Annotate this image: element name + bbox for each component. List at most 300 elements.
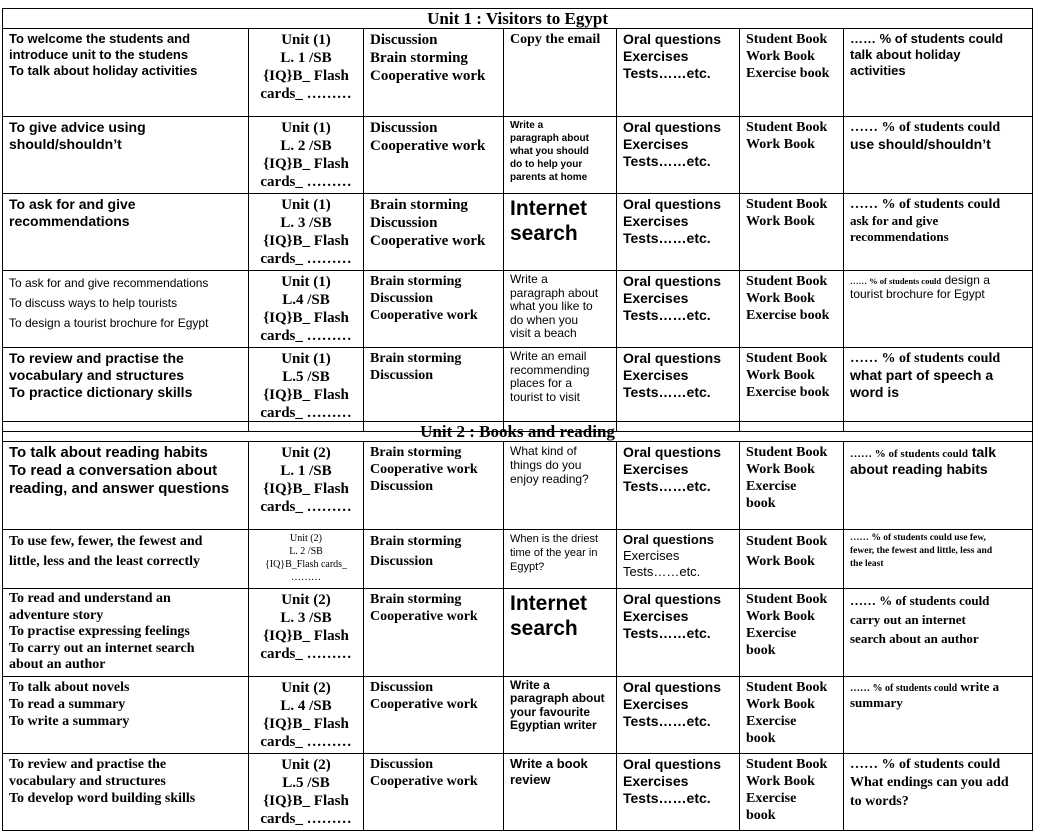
activity-line: Write a book <box>510 755 588 771</box>
evaluation-cell <box>617 271 740 348</box>
strategy-line: Cooperative work <box>370 773 478 789</box>
outcome-line: …… % of students could <box>850 31 1004 46</box>
objectives-cell <box>3 442 249 530</box>
table-row <box>3 442 1033 530</box>
resource-line: Work Book <box>746 214 815 229</box>
lesson-line: {IQ}B_ Flash <box>263 792 349 809</box>
activity-line: What kind of <box>510 444 577 458</box>
strategy-line: Cooperative work <box>370 696 478 712</box>
resource-line: Exercise book <box>746 308 830 323</box>
evaluation-line: Oral questions <box>623 678 722 695</box>
evaluation-cell <box>617 676 740 753</box>
strategies-cell <box>364 194 504 271</box>
lesson-line: L. 3 /SB <box>280 215 332 231</box>
activity-line: Egyptian writer <box>510 718 597 732</box>
strategy-line: Discussion <box>370 554 434 569</box>
resource-line: Exercise <box>746 790 797 806</box>
activities-cell <box>504 530 617 589</box>
resource-line: Work Book <box>746 696 815 712</box>
unit1-title: Unit 1 : Visitors to Egypt <box>3 9 1033 29</box>
lesson-line: Unit (1) <box>281 351 331 367</box>
lesson-cell <box>249 753 364 830</box>
resource-line: Student Book <box>746 445 828 460</box>
activity-line: tourist to visit <box>510 389 581 404</box>
activity-line: search <box>510 617 578 640</box>
outcome-cell <box>844 676 1033 753</box>
outcome-cell <box>844 117 1033 194</box>
resource-line: Student Book <box>746 351 828 366</box>
resources-cell <box>740 530 844 589</box>
lesson-line: cards_ ……… <box>260 86 352 102</box>
strategy-line: Cooperative work <box>370 609 478 624</box>
resource-line: Work Book <box>746 773 815 789</box>
lesson-line: {IQ}B_ Flash <box>263 628 349 644</box>
activity-line: Write a <box>510 677 550 692</box>
objective-line: should/shouldn’t <box>9 136 122 152</box>
objective-line: To read a conversation about <box>9 462 218 479</box>
strategy-line: Brain storming <box>370 445 462 460</box>
lesson-line: L.4 /SB <box>282 292 330 308</box>
outcome-line: carry out an internet <box>850 612 966 627</box>
activity-line: Internet <box>510 592 588 615</box>
strategies-cell <box>364 271 504 348</box>
objective-line: adventure story <box>9 607 104 623</box>
strategy-line: Discussion <box>370 120 438 136</box>
objective-line: To read and understand an <box>9 591 171 606</box>
evaluation-line: Oral questions <box>623 532 715 547</box>
outcome-cell <box>844 271 1033 348</box>
strategy-line: Cooperative work <box>370 308 478 323</box>
resource-line: Student Book <box>746 274 828 289</box>
strategy-line: Brain storming <box>370 274 462 289</box>
evaluation-line: Tests……etc. <box>623 230 711 246</box>
activity-line: Egypt? <box>510 561 545 573</box>
lesson-line: Unit (2) <box>281 445 331 461</box>
activities-cell <box>504 442 617 530</box>
lesson-cell <box>249 530 364 589</box>
objectives-cell <box>3 194 249 271</box>
objective-line: To ask for and give recommendations <box>9 276 209 290</box>
objective-line: To review and practise the <box>9 350 184 366</box>
resource-line: Work Book <box>746 609 815 624</box>
lesson-line: cards_ ……… <box>260 251 352 267</box>
resource-line: Work Book <box>746 368 815 383</box>
strategy-line: Brain storming <box>370 534 462 549</box>
resources-cell <box>740 271 844 348</box>
resources-cell <box>740 194 844 271</box>
resource-line: Student Book <box>746 197 828 212</box>
lesson-line: {IQ}B_ Flash <box>263 715 349 732</box>
resource-line: Work Book <box>746 49 815 64</box>
objectives-cell <box>3 117 249 194</box>
resources-cell <box>740 676 844 753</box>
lesson-line: L. 1 /SB <box>280 50 332 66</box>
outcome-line: …… % of students could <box>850 120 1001 135</box>
activities-cell <box>504 589 617 677</box>
activity-line: do to help your <box>510 159 583 170</box>
objective-line: introduce unit to the studens <box>9 47 189 62</box>
objective-line: reading, and answer questions <box>9 480 230 497</box>
activity-line: Copy the email <box>510 32 601 47</box>
outcome-line <box>850 444 1026 461</box>
outcome-line: …… % of students could <box>850 197 1001 212</box>
objective-line: To write a summary <box>9 713 130 729</box>
outcome-line: activities <box>850 63 906 78</box>
evaluation-line: Exercises <box>623 136 689 152</box>
evaluation-line: Tests……etc. <box>623 712 711 729</box>
strategies-cell <box>364 117 504 194</box>
strategies-cell <box>364 676 504 753</box>
lesson-line: cards_ ……… <box>260 646 352 662</box>
objective-line: vocabulary and structures <box>9 367 185 383</box>
lesson-line: {IQ}B_Flash cards_ <box>264 559 348 570</box>
activity-line: Write a <box>510 272 548 286</box>
lesson-line: Unit (1) <box>281 197 331 213</box>
outcome-line: talk about holiday <box>850 47 961 62</box>
table-row <box>3 271 1033 348</box>
objectives-cell <box>3 348 249 432</box>
evaluation-cell <box>617 194 740 271</box>
objectives-cell <box>3 753 249 830</box>
activity-line: Internet <box>510 197 588 220</box>
evaluation-line: Oral questions <box>623 350 722 366</box>
objective-line: To discuss ways to help tourists <box>9 296 178 310</box>
objective-line: To welcome the students and <box>9 31 191 46</box>
objective-line: To develop word building skills <box>9 790 196 806</box>
activity-line: recommending <box>510 362 590 377</box>
evaluation-line: Tests……etc. <box>623 65 711 81</box>
evaluation-line: Oral questions <box>623 755 722 772</box>
resource-line: book <box>746 496 776 511</box>
evaluation-cell <box>617 348 740 432</box>
activity-line: Write a <box>510 120 544 131</box>
activity-line: search <box>510 222 578 245</box>
objectives-cell <box>3 271 249 348</box>
resource-line: Work Book <box>746 137 815 152</box>
evaluation-line: Exercises <box>623 548 680 563</box>
outcome-line: search about an author <box>850 631 979 646</box>
outcome-cell <box>844 589 1033 677</box>
strategy-line: Discussion <box>370 479 434 494</box>
table-row <box>3 676 1033 753</box>
outcome-cell <box>844 530 1033 589</box>
evaluation-line: Exercises <box>623 367 689 383</box>
lesson-line: Unit (1) <box>281 274 331 290</box>
evaluation-line: Tests……etc. <box>623 564 701 579</box>
evaluation-line: Oral questions <box>623 444 722 460</box>
evaluation-line: Oral questions <box>623 31 722 47</box>
outcome-rest: design a <box>944 273 990 287</box>
outcome-line: fewer, the fewest and little, less and <box>850 546 993 556</box>
strategies-cell <box>364 530 504 589</box>
outcome-cell <box>844 442 1033 530</box>
evaluation-line: Exercises <box>623 290 689 306</box>
strategy-line: Brain storming <box>370 351 462 366</box>
lesson-line: ……… <box>291 572 321 583</box>
objectives-cell <box>3 589 249 677</box>
activities-cell <box>504 348 617 432</box>
objective-line: To give advice using <box>9 119 146 135</box>
lesson-line: Unit (2) <box>281 679 331 696</box>
activity-line: do when you <box>510 312 579 327</box>
lesson-line: cards_ ……… <box>260 328 352 344</box>
objective-line: To practice dictionary skills <box>9 384 193 400</box>
objectives-cell <box>3 29 249 117</box>
evaluation-line: Exercises <box>623 48 689 64</box>
strategy-line: Cooperative work <box>370 138 486 154</box>
activity-line: Write an email <box>510 349 587 363</box>
resource-line: book <box>746 730 776 746</box>
outcome-line: tourist brochure for Egypt <box>850 287 985 301</box>
objective-line: To design a tourist brochure for Egypt <box>9 316 209 330</box>
evaluation-line: Exercises <box>623 608 689 624</box>
activities-cell <box>504 271 617 348</box>
unit2-header-row <box>3 422 1033 442</box>
outcome-line: …… % of students could <box>850 593 990 608</box>
outcome-line: …… % of students could <box>850 756 1001 772</box>
evaluation-cell <box>617 530 740 589</box>
objective-line: To read a summary <box>9 696 126 712</box>
lesson-line: L. 2 /SB <box>280 138 332 154</box>
resource-line: Student Book <box>746 32 828 47</box>
outcome-line: ask for and give <box>850 213 939 228</box>
resource-line: Exercise <box>746 479 797 494</box>
evaluation-line: Tests……etc. <box>623 625 711 641</box>
lesson-line: {IQ}B_ Flash <box>263 68 349 84</box>
objectives-cell <box>3 676 249 753</box>
activity-line: review <box>510 771 551 787</box>
resource-line: Work Book <box>746 554 815 569</box>
outcome-cell <box>844 29 1033 117</box>
strategies-cell <box>364 753 504 830</box>
lesson-line: Unit (2) <box>290 533 322 544</box>
outcome-cell <box>844 348 1033 432</box>
lesson-line: Unit (2) <box>281 592 331 608</box>
strategies-cell <box>364 442 504 530</box>
activity-line: your favourite <box>510 704 591 719</box>
resource-line: Exercise <box>746 713 797 729</box>
activity-line: paragraph about <box>510 133 589 144</box>
table-row <box>3 753 1033 830</box>
table-row <box>3 117 1033 194</box>
strategy-line: Discussion <box>370 756 434 772</box>
strategy-line: Discussion <box>370 32 438 48</box>
resource-line: book <box>746 807 776 823</box>
objective-line: To carry out an internet search <box>9 640 195 656</box>
activity-line: enjoy reading? <box>510 472 589 486</box>
lesson-line: {IQ}B_ Flash <box>263 310 349 326</box>
evaluation-line: Tests……etc. <box>623 478 711 494</box>
resources-cell <box>740 29 844 117</box>
lesson-cell <box>249 348 364 432</box>
lesson-cell <box>249 194 364 271</box>
strategy-line: Cooperative work <box>370 68 486 84</box>
evaluation-line: Exercises <box>623 461 689 477</box>
resources-cell <box>740 589 844 677</box>
lesson-line: Unit (1) <box>281 32 331 48</box>
resource-line: Work Book <box>746 291 815 306</box>
activity-line: When is the driest <box>510 533 599 545</box>
lesson-line: Unit (2) <box>281 756 331 773</box>
lesson-line: cards_ ……… <box>260 405 352 421</box>
resources-cell <box>740 117 844 194</box>
evaluation-line: Oral questions <box>623 196 722 212</box>
outcome-line: …… % of students could use few, <box>850 533 986 543</box>
strategy-line: Brain storming <box>370 592 462 607</box>
evaluation-line: Tests……etc. <box>623 384 711 400</box>
table-row <box>3 29 1033 117</box>
lesson-cell <box>249 442 364 530</box>
strategy-line: Discussion <box>370 679 434 695</box>
lesson-cell <box>249 29 364 117</box>
objective-line: To talk about reading habits <box>9 444 208 461</box>
outcome-line: the least <box>850 559 884 569</box>
outcome-rest: write a <box>960 678 1000 694</box>
resource-line: Exercise <box>746 626 797 641</box>
lesson-line: Unit (1) <box>281 120 331 136</box>
objective-line: To review and practise the <box>9 756 167 772</box>
evaluation-line: Exercises <box>623 213 689 229</box>
evaluation-line: Oral questions <box>623 591 722 607</box>
lesson-line: L.5 /SB <box>282 369 330 385</box>
objective-line: To ask for and give <box>9 196 136 212</box>
lesson-line: L. 3 /SB <box>280 610 332 626</box>
evaluation-cell <box>617 117 740 194</box>
objective-line: about an author <box>9 657 106 672</box>
outcome-line <box>850 679 1026 695</box>
lesson-cell <box>249 589 364 677</box>
outcome-line: word is <box>850 384 900 400</box>
lesson-cell <box>249 271 364 348</box>
evaluation-line: Tests……etc. <box>623 789 711 806</box>
outcome-prefix: …… % of students could <box>850 448 968 460</box>
objective-line: To practise expressing feelings <box>9 624 190 639</box>
activities-cell <box>504 194 617 271</box>
table-row <box>3 348 1033 432</box>
unit1-table <box>2 8 1033 432</box>
resources-cell <box>740 348 844 432</box>
lesson-line: L. 4 /SB <box>280 697 332 714</box>
objective-line: little, less and the least correctly <box>9 554 201 569</box>
activity-line: parents at home <box>510 172 588 183</box>
objective-line: To talk about novels <box>9 679 130 695</box>
objectives-cell <box>3 530 249 589</box>
lesson-line: cards_ ……… <box>260 733 352 750</box>
evaluation-cell <box>617 589 740 677</box>
table-row <box>3 194 1033 271</box>
unit1-header-row <box>3 9 1033 29</box>
outcome-line: use should/shouldn’t <box>850 136 991 152</box>
resource-line: Work Book <box>746 462 815 477</box>
outcome-line: about reading habits <box>850 461 988 477</box>
outcome-line: summary <box>850 694 903 710</box>
activity-line: what you like to <box>510 299 593 313</box>
resource-line: Student Book <box>746 120 828 135</box>
evaluation-line: Oral questions <box>623 273 722 289</box>
lesson-line: L. 1 /SB <box>280 463 332 479</box>
outcome-line: to words? <box>850 793 909 809</box>
activity-line: places for a <box>510 376 573 390</box>
outcome-cell <box>844 753 1033 830</box>
activity-line: paragraph about <box>510 691 605 705</box>
resources-cell <box>740 753 844 830</box>
resource-line: Student Book <box>746 756 828 772</box>
objective-line: To use few, fewer, the fewest and <box>9 534 203 549</box>
evaluation-line: Exercises <box>623 772 689 789</box>
strategy-line: Cooperative work <box>370 462 478 477</box>
activities-cell <box>504 117 617 194</box>
lesson-line: {IQ}B_ Flash <box>263 233 349 249</box>
resource-line: book <box>746 643 776 658</box>
strategy-line: Brain storming <box>370 50 468 66</box>
outcome-prefix: …… % of students could <box>850 682 958 694</box>
evaluation-cell <box>617 442 740 530</box>
strategies-cell <box>364 348 504 432</box>
lesson-line: {IQ}B_ Flash <box>263 387 349 403</box>
activity-line: what you should <box>510 146 589 157</box>
lesson-line: cards_ ……… <box>260 174 352 190</box>
outcome-rest: talk <box>971 444 996 460</box>
outcome-line: what part of speech a <box>850 367 994 383</box>
outcome-cell <box>844 194 1033 271</box>
resource-line: Student Book <box>746 592 828 607</box>
evaluation-line: Tests……etc. <box>623 307 711 323</box>
strategies-cell <box>364 589 504 677</box>
strategy-line: Brain storming <box>370 197 468 213</box>
activity-line: visit a beach <box>510 326 577 340</box>
resources-cell <box>740 442 844 530</box>
strategy-line: Discussion <box>370 368 434 383</box>
objective-line: To talk about holiday activities <box>9 63 198 78</box>
lesson-line: {IQ}B_ Flash <box>263 481 349 497</box>
lesson-line: L. 2 /SB <box>289 546 323 557</box>
evaluation-cell <box>617 29 740 117</box>
objective-line: vocabulary and structures <box>9 773 166 789</box>
unit2-table <box>2 421 1033 831</box>
strategy-line: Cooperative work <box>370 233 486 249</box>
outcome-line: recommendations <box>850 229 949 244</box>
lesson-cell <box>249 676 364 753</box>
lesson-cell <box>249 117 364 194</box>
strategy-line: Discussion <box>370 215 438 231</box>
activity-line: paragraph about <box>510 285 599 300</box>
activities-cell <box>504 29 617 117</box>
outcome-prefix: …… % of students could <box>850 276 942 286</box>
activities-cell <box>504 676 617 753</box>
lesson-line: {IQ}B_ Flash <box>263 156 349 172</box>
strategies-cell <box>364 29 504 117</box>
objective-line: recommendations <box>9 213 130 229</box>
activities-cell <box>504 753 617 830</box>
resource-line: Exercise book <box>746 385 830 400</box>
evaluation-line: Exercises <box>623 695 689 712</box>
outcome-line: …… % of students could <box>850 351 1001 366</box>
lesson-line: cards_ ……… <box>260 499 352 515</box>
evaluation-line: Oral questions <box>623 119 722 135</box>
resource-line: Student Book <box>746 534 828 549</box>
lesson-line: cards_ ……… <box>260 810 352 827</box>
table-row <box>3 530 1033 589</box>
lesson-line: L.5 /SB <box>282 774 330 791</box>
evaluation-cell <box>617 753 740 830</box>
resource-line: Exercise book <box>746 66 830 81</box>
strategy-line: Discussion <box>370 291 434 306</box>
outcome-line <box>850 273 1026 287</box>
unit2-title: Unit 2 : Books and reading <box>3 422 1033 442</box>
resource-line: Student Book <box>746 679 828 695</box>
activity-line: time of the year in <box>510 547 598 559</box>
activity-line: things do you <box>510 458 582 472</box>
